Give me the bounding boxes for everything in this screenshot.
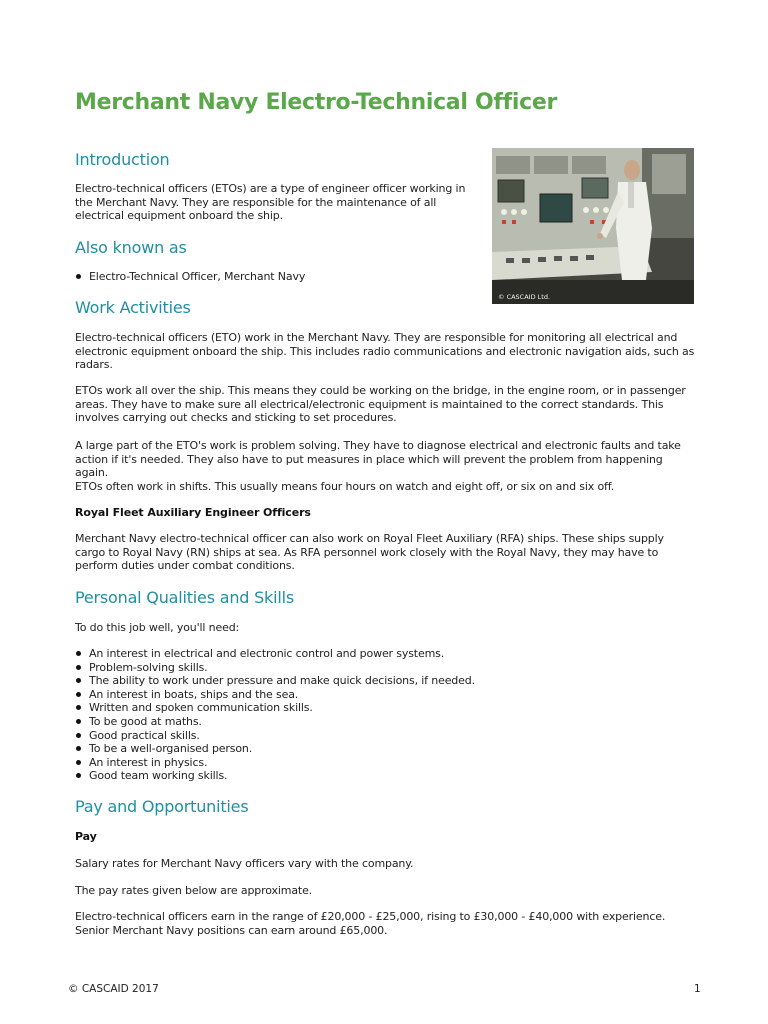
pay-subheading: Pay [75, 830, 97, 843]
list-item: The ability to work under pressure and make quick decisions, if needed. [75, 674, 475, 688]
engine-room-illustration [492, 148, 694, 304]
pay-paragraph-2: The pay rates given below are approximate. [75, 884, 313, 897]
list-item: Good team working skills. [75, 769, 475, 783]
work-paragraph-3: A large part of the ETO's work is problem solving. They have to diagnose electrical and electronic faults and take action if it's needed. They also have to put measures in place which will prevent the problem from happening again. [75, 439, 681, 480]
pay-paragraph-1: Salary rates for Merchant Navy officers vary with the company. [75, 857, 414, 870]
page-number: 1 [694, 983, 701, 995]
work-paragraph-2: ETOs work all over the ship. This means they could be working on the bridge, in the engine room, or in passenger areas. They have to make sure all electrical/electronic equipment is maintained to the correct standards. This involves carrying out checks and sticking to set procedures. [75, 384, 686, 425]
rfa-subheading: Royal Fleet Auxiliary Engineer Officers [75, 506, 311, 519]
work-paragraph-4: ETOs often work in shifts. This usually means four hours on watch and eight off, or six on and six off. [75, 480, 615, 493]
list-item: To be a well-organised person. [75, 742, 475, 756]
work-heading: Work Activities [75, 298, 191, 317]
pay-paragraph-3: Electro-technical officers earn in the range of £20,000 - £25,000, rising to £30,000 - £40,000 with experience. Senior Merchant Navy positions can earn around £65,000. [75, 910, 666, 937]
work-paragraph-1: Electro-technical officers (ETO) work in the Merchant Navy. They are responsible for monitoring all electrical and electronic equipment onboard the ship. This includes radio communications and electronic navigation aids, such as radars. [75, 331, 695, 372]
aka-list [75, 270, 305, 284]
engine-room-photo [492, 148, 694, 304]
intro-heading: Introduction [75, 150, 170, 169]
page-title: Merchant Navy Electro-Technical Officer [75, 90, 558, 115]
list-item: An interest in electrical and electronic control and power systems. [75, 647, 475, 661]
pay-heading: Pay and Opportunities [75, 797, 249, 816]
skills-heading: Personal Qualities and Skills [75, 588, 294, 607]
list-item: To be good at maths. [75, 715, 475, 729]
list-item: Good practical skills. [75, 729, 475, 743]
intro-text: Electro-technical officers (ETOs) are a type of engineer officer working in the Merchant Navy. They are responsible for the maintenance of all electrical equipment onboard the ship. [75, 182, 466, 223]
aka-heading: Also known as [75, 238, 187, 257]
list-item: An interest in boats, ships and the sea. [75, 688, 475, 702]
skills-list [75, 647, 475, 783]
list-item: Electro-Technical Officer, Merchant Navy [75, 270, 305, 284]
list-item: An interest in physics. [75, 756, 475, 770]
list-item: Problem-solving skills. [75, 661, 475, 675]
rfa-text: Merchant Navy electro-technical officer can also work on Royal Fleet Auxiliary (RFA) ships. These ships supply cargo to Royal Navy (RN) ships at sea. As RFA personnel work closely with the Royal Navy, they may have to perform duties under combat conditions. [75, 532, 664, 573]
footer-copyright: © CASCAID 2017 [68, 983, 159, 995]
list-item: Written and spoken communication skills. [75, 701, 475, 715]
photo-credit: © CASCAID Ltd. [498, 293, 551, 301]
skills-intro: To do this job well, you'll need: [75, 621, 240, 634]
